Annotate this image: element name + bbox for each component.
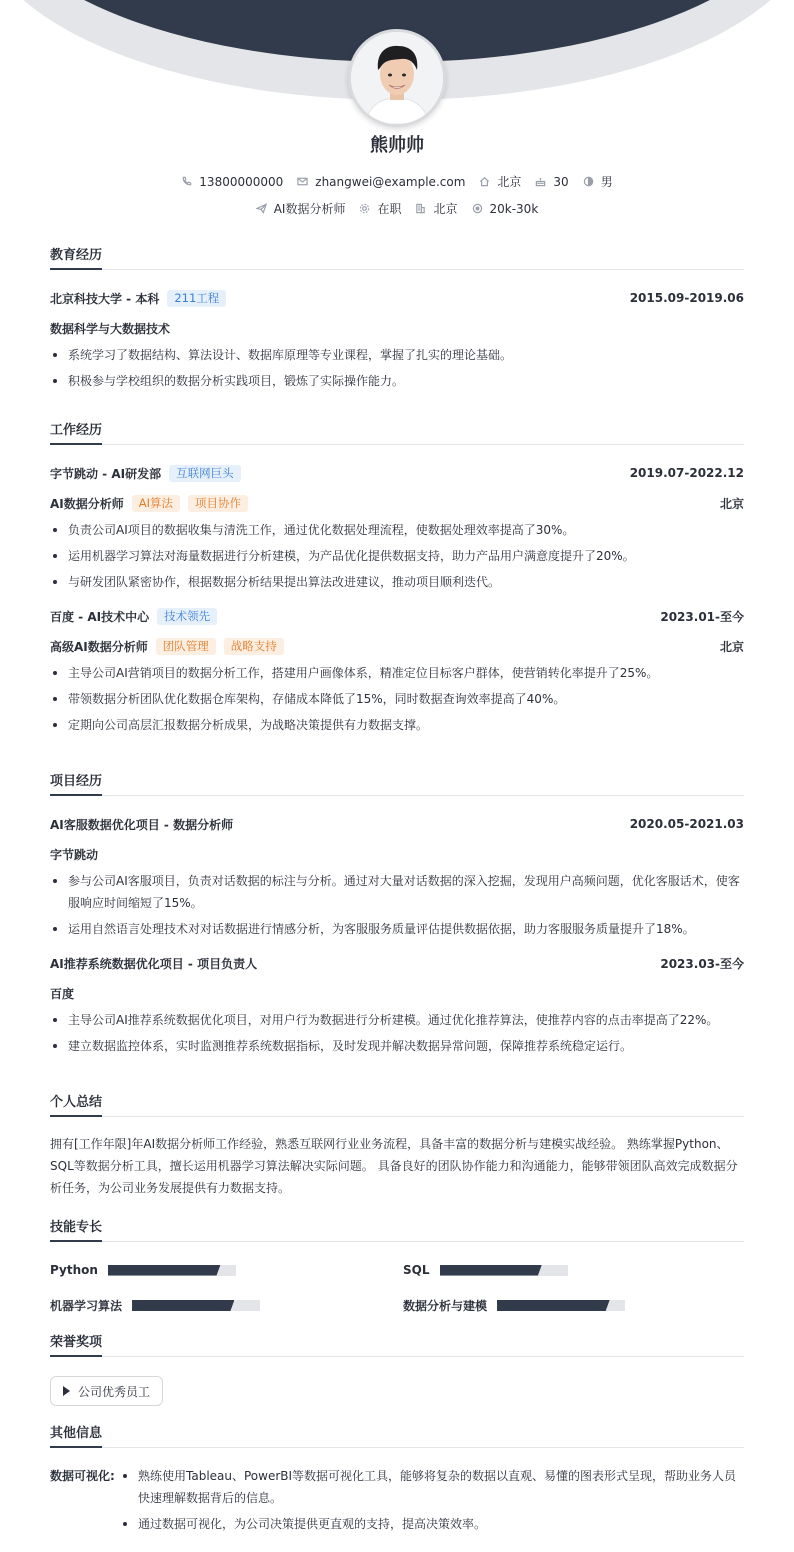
project-org-text: 百度 (50, 986, 75, 1001)
work-header (50, 607, 744, 625)
role-tag: AI算法 (132, 495, 180, 512)
salary-text: 20k-30k (489, 201, 539, 216)
skill-name: Python (50, 1263, 98, 1277)
list-item: 建立数据监控体系，实时监测推荐系统数据指标，及时发现并解决数据异常问题，保障推荐系统稳定运行。 (50, 1035, 744, 1057)
list-item: 主导公司AI营销项目的数据分析工作，搭建用户画像体系，精准定位目标客户群体，使营销转化率提升了25%。 (50, 662, 744, 684)
coin-icon (472, 203, 483, 214)
section-title (50, 423, 744, 445)
skill-bar-fill (497, 1300, 610, 1311)
role-tag: 团队管理 (156, 638, 216, 655)
other-item (50, 1465, 744, 1535)
email-text: zhangwei@example.com (315, 174, 466, 189)
skill-name: 数据分析与建模 (403, 1299, 488, 1313)
skills-section (50, 1220, 744, 1320)
section-title (50, 1335, 744, 1357)
phone-item (181, 175, 283, 189)
candidate-name: 熊帅帅 (370, 135, 424, 156)
skill-item (50, 1297, 260, 1314)
age-text: 30 (553, 174, 569, 189)
company-tag: 技术领先 (157, 608, 217, 625)
award-item[interactable] (50, 1376, 163, 1406)
skill-bar (132, 1300, 260, 1311)
skill-item (50, 1263, 236, 1277)
school-tag: 211工程 (167, 290, 226, 307)
gear-icon (359, 203, 370, 214)
list-item: 系统学习了数据结构、算法设计、数据库原理等专业课程，掌握了扎实的理论基础。 (50, 344, 744, 366)
work-section (50, 423, 744, 736)
section-title-text: 项目经历 (50, 774, 102, 796)
skill-bar-fill (132, 1300, 234, 1311)
work-location: 北京 (719, 639, 744, 654)
list-item: 运用机器学习算法对海量数据进行分析建模，为产品优化提供数据支持，助力产品用户满意度提升了20%。 (50, 545, 744, 567)
projects-section (50, 774, 744, 1057)
phone-text: 13800000000 (199, 174, 284, 189)
work-period: 2023.01-至今 (660, 609, 744, 624)
education-section (50, 248, 744, 392)
project-org (50, 984, 744, 1002)
education-bullets (50, 344, 744, 392)
play-icon (63, 1386, 70, 1396)
list-item: 与研发团队紧密协作，根据数据分析结果提出算法改进建议，推动项目顺利迭代。 (50, 571, 744, 593)
award-text: 公司优秀员工 (78, 1384, 151, 1399)
section-title (50, 248, 744, 270)
section-title-text: 技能专长 (50, 1220, 102, 1242)
list-item: 熟练使用Tableau、PowerBI等数据可视化工具，能够将复杂的数据以直观、易懂的图表形式呈现，帮助业务人员快速理解数据背后的信息。 (120, 1465, 744, 1509)
age-item (535, 175, 568, 189)
summary-section (50, 1095, 744, 1199)
section-title-text: 荣誉奖项 (50, 1335, 102, 1357)
role-tag: 战略支持 (224, 638, 284, 655)
mail-icon (297, 176, 308, 187)
list-item: 定期向公司高层汇报数据分析成果，为战略决策提供有力数据支撑。 (50, 714, 744, 736)
section-title (50, 1426, 744, 1448)
project-period: 2023.03-至今 (660, 956, 744, 971)
skill-name: SQL (403, 1263, 430, 1277)
skill-bar-fill (440, 1265, 542, 1276)
awards-section (50, 1335, 744, 1415)
phone-icon (181, 176, 192, 187)
section-title (50, 774, 744, 796)
skill-bar-fill (108, 1265, 221, 1276)
work-period: 2019.07-2022.12 (629, 466, 744, 480)
role-tag: 项目协作 (188, 495, 248, 512)
section-title-text: 其他信息 (50, 1426, 102, 1448)
skill-bar (497, 1300, 625, 1311)
project-title: AI推荐系统数据优化项目 - 项目负责人 (50, 956, 258, 971)
work-bullets (50, 662, 744, 736)
skill-name: 机器学习算法 (50, 1299, 123, 1313)
skill-bar (440, 1265, 568, 1276)
send-icon (256, 203, 267, 214)
contact-row (0, 173, 794, 190)
building-icon (415, 203, 426, 214)
salary-item (472, 202, 539, 216)
work-role-row (50, 494, 744, 512)
cake-icon (535, 176, 546, 187)
section-title-text: 工作经历 (50, 423, 102, 445)
list-item: 带领数据分析团队优化数据仓库架构，存储成本降低了15%，同时数据查询效率提高了40%。 (50, 688, 744, 710)
list-item: 运用自然语言处理技术对对话数据进行情感分析，为客服服务质量评估提供数据依据，助力客服服务质量提升了18%。 (50, 918, 744, 940)
list-item: 积极参与学校组织的数据分析实践项目，锻炼了实际操作能力。 (50, 370, 744, 392)
work-city-text: 北京 (433, 202, 458, 216)
list-item: 主导公司AI推荐系统数据优化项目，对用户行为数据进行分析建模。通过优化推荐算法，使推荐内容的点击率提高了22%。 (50, 1009, 744, 1031)
section-title (50, 1095, 744, 1117)
work-location: 北京 (719, 496, 744, 511)
project-header (50, 954, 744, 972)
section-title (50, 1220, 744, 1242)
project-bullets (50, 1009, 744, 1057)
skill-item (403, 1263, 568, 1277)
job-intent-row (0, 200, 794, 217)
city-item (479, 173, 521, 190)
company-name: 百度 - AI技术中心 (50, 609, 150, 624)
work-bullets (50, 519, 744, 593)
education-period: 2015.09-2019.06 (629, 291, 744, 305)
gender-icon (583, 176, 594, 187)
other-section (50, 1426, 744, 1535)
job-target-text: AI数据分析师 (273, 202, 346, 216)
city-text: 北京 (497, 175, 522, 189)
list-item: 通过数据可视化，为公司决策提供更直观的支持，提高决策效率。 (120, 1513, 744, 1535)
summary-text: 拥有[工作年限]年AI数据分析师工作经验，熟悉互联网行业业务流程，具备丰富的数据分析与建模实战经验。 熟练掌握Python、SQL等数据分析工具，擅长运用机器学习算法解决实际问题。 具备良好的团队协作能力和沟通能力，能够带领团队高效完成数据分析任务，为公司业务发展提供有力数据支持。 (50, 1137, 738, 1195)
gender-item (583, 173, 613, 190)
list-item: 负责公司AI项目的数据收集与清洗工作，通过优化数据处理流程，使数据处理效率提高了30%。 (50, 519, 744, 541)
section-title-text: 个人总结 (50, 1095, 102, 1117)
work-city-item (415, 200, 457, 217)
home-icon (479, 176, 490, 187)
list-item: 参与公司AI客服项目，负责对话数据的标注与分析。通过对大量对话数据的深入挖掘，发现用户高频问题，优化客服话术，使客服响应时间缩短了15%。 (50, 870, 744, 914)
status-item (359, 200, 401, 217)
education-major (50, 319, 744, 337)
major-text: 数据科学与大数据技术 (50, 321, 171, 336)
education-header (50, 289, 744, 307)
email-item (297, 175, 465, 189)
section-title-text: 教育经历 (50, 248, 102, 270)
project-title: AI客服数据优化项目 - 数据分析师 (50, 817, 234, 832)
status-text: 在职 (377, 202, 402, 216)
job-target-item (256, 200, 346, 217)
work-role-row (50, 637, 744, 655)
work-header (50, 464, 744, 482)
other-bullets (120, 1465, 744, 1535)
project-org (50, 845, 744, 863)
project-header (50, 815, 744, 833)
role-title: 高级AI数据分析师 (50, 639, 148, 654)
role-title: AI数据分析师 (50, 496, 124, 511)
skill-bar (108, 1265, 236, 1276)
avatar-portrait (351, 32, 443, 124)
company-name: 字节跳动 - AI研发部 (50, 466, 162, 481)
avatar (348, 29, 446, 127)
company-tag: 互联网巨头 (169, 465, 241, 482)
project-org-text: 字节跳动 (50, 847, 99, 862)
school-name: 北京科技大学 - 本科 (50, 291, 160, 306)
skill-item (403, 1297, 625, 1314)
other-label: 数据可视化: (50, 1469, 115, 1483)
gender-text: 男 (600, 175, 613, 189)
project-period: 2020.05-2021.03 (629, 817, 744, 831)
project-bullets (50, 870, 744, 940)
